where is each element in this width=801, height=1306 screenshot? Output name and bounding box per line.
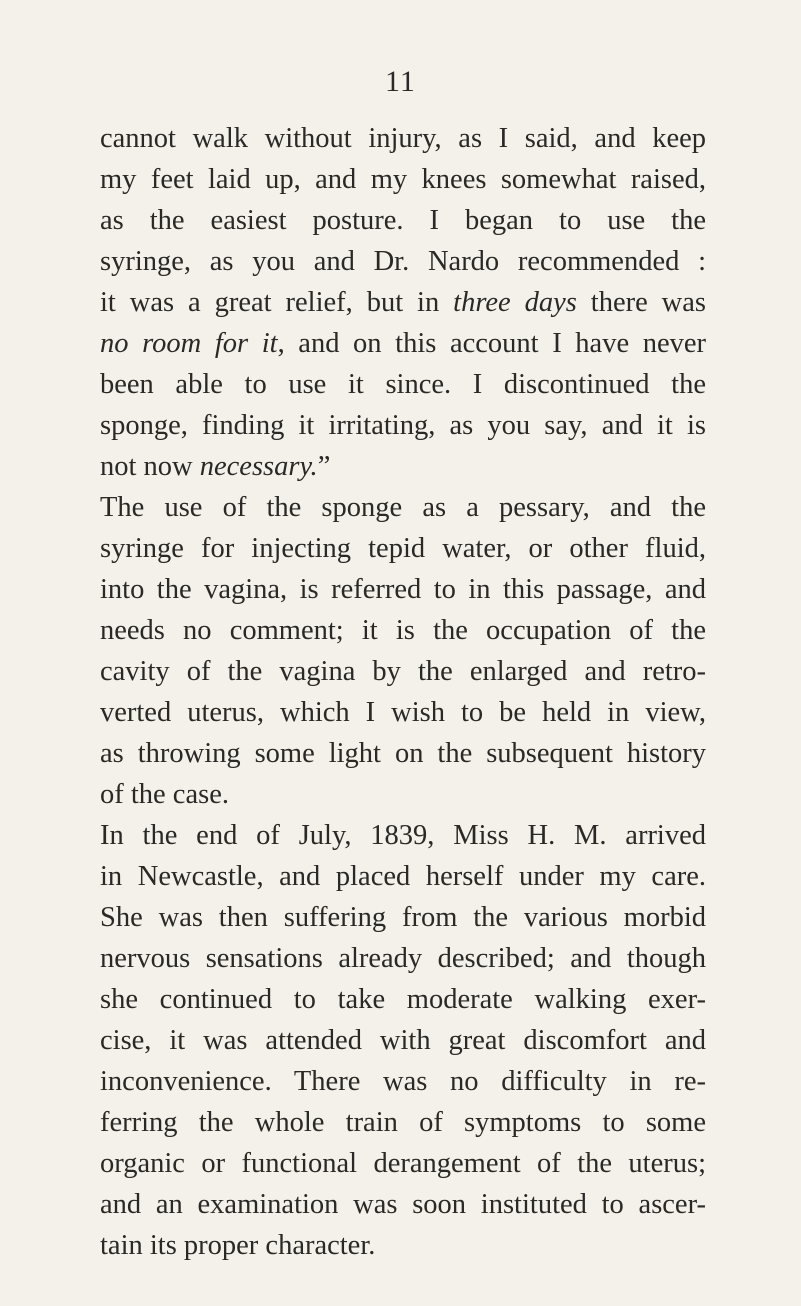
text-segment: cise, it was attended with great discomfort and <box>100 1025 706 1056</box>
text-segment: sponge, finding it irritating, as you say, and it is <box>100 410 706 441</box>
text-segment: nervous sensations already described; and though <box>100 943 706 974</box>
text-line <box>100 897 706 938</box>
text-segment: ” <box>317 451 331 482</box>
text-line <box>100 200 706 241</box>
text-segment: into the vagina, is referred to in this passage, and <box>100 574 706 605</box>
text-segment: needs no comment; it is the occupation of the <box>100 615 706 646</box>
italic-text: necessary. <box>199 451 318 482</box>
text-segment: The use of the sponge as a pessary, and the <box>100 492 706 523</box>
text-line <box>100 610 706 651</box>
text-line <box>100 405 706 446</box>
text-line <box>100 446 706 487</box>
text-segment: She was then suffering from the various morbid <box>100 902 706 933</box>
text-line <box>100 1020 706 1061</box>
text-line <box>100 815 706 856</box>
text-segment: there was <box>576 287 706 318</box>
text-segment: organic or functional derangement of the uterus; <box>100 1148 706 1179</box>
text-line <box>100 1184 706 1225</box>
text-line <box>100 528 706 569</box>
text-segment: my feet laid up, and my knees somewhat raised, <box>100 164 706 195</box>
text-segment: she continued to take moderate walking exer- <box>100 984 706 1015</box>
text-line <box>100 1143 706 1184</box>
italic-text: three days <box>453 287 577 318</box>
text-segment: not now <box>100 451 200 482</box>
text-line <box>100 938 706 979</box>
text-line <box>100 569 706 610</box>
text-segment: syringe for injecting tepid water, or other fluid, <box>100 533 706 564</box>
page-number: 11 <box>385 65 416 98</box>
text-segment: it was a great relief, but in <box>100 287 454 318</box>
body-text <box>100 118 706 1266</box>
text-line <box>100 1061 706 1102</box>
italic-text: no room for it <box>100 328 278 359</box>
text-segment: In the end of July, 1839, Miss H. M. arrived <box>100 820 706 851</box>
text-line <box>100 1225 706 1266</box>
text-segment: as throwing some light on the subsequent history <box>100 738 706 769</box>
text-line <box>100 692 706 733</box>
text-line <box>100 733 706 774</box>
text-segment: , and on this account I have never <box>277 328 706 359</box>
text-line <box>100 856 706 897</box>
text-segment: verted uterus, which I wish to be held in view, <box>100 697 706 728</box>
text-segment: and an examination was soon instituted to ascer- <box>100 1189 706 1220</box>
text-segment: ferring the whole train of symptoms to some <box>100 1107 706 1138</box>
text-line <box>100 979 706 1020</box>
text-line <box>100 651 706 692</box>
text-line <box>100 323 706 364</box>
text-segment: of the case. <box>100 779 229 810</box>
text-segment: as the easiest posture. I began to use the <box>100 205 706 236</box>
text-line <box>100 118 706 159</box>
text-segment: cannot walk without injury, as I said, and keep <box>100 123 706 154</box>
text-segment: tain its proper character. <box>100 1230 376 1261</box>
text-line <box>100 487 706 528</box>
text-segment: inconvenience. There was no difficulty in re- <box>100 1066 706 1097</box>
text-line <box>100 159 706 200</box>
text-segment: been able to use it since. I discontinued the <box>100 369 706 400</box>
text-line <box>100 1102 706 1143</box>
text-line <box>100 774 706 815</box>
text-line <box>100 364 706 405</box>
text-segment: syringe, as you and Dr. Nardo recommended : <box>100 246 706 277</box>
text-segment: in Newcastle, and placed herself under my care. <box>100 861 706 892</box>
text-line <box>100 282 706 323</box>
text-segment: cavity of the vagina by the enlarged and retro- <box>100 656 706 687</box>
text-line <box>100 241 706 282</box>
